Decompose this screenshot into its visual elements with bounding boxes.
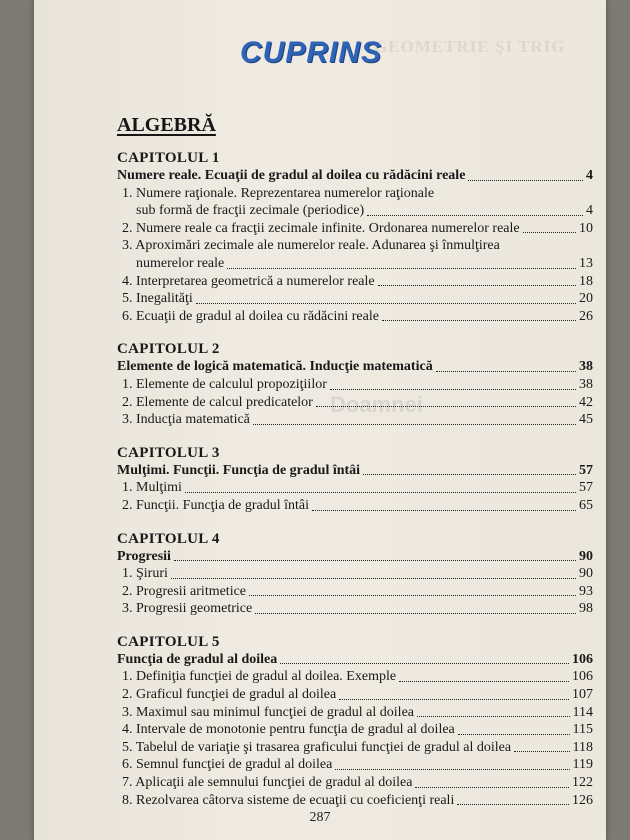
section-title: 2. Funcţii. Funcţia de gradul întâi xyxy=(122,497,310,513)
section-title-line: sub formă de fracţii zecimale (periodice) xyxy=(136,203,365,219)
section-entry[interactable] xyxy=(117,411,593,429)
chapter-title-row[interactable] xyxy=(117,462,593,480)
chapter-title: Funcţia de gradul al doilea xyxy=(117,651,278,667)
section-page: 106 xyxy=(572,669,593,685)
section-page: 126 xyxy=(572,792,593,808)
chapter-block xyxy=(117,150,593,325)
dot-leader xyxy=(468,180,583,181)
section-title-line: 3. Aproximări zecimale ale numerelor reale. Adunarea şi înmulţirea xyxy=(122,238,500,254)
section-title: 1. Elemente de calculul propoziţiilor xyxy=(122,376,327,392)
section-title: 3. Progresii geometrice xyxy=(122,601,253,617)
section-page: 107 xyxy=(572,687,593,703)
section-title: 2. Elemente de calcul predicatelor xyxy=(122,394,313,410)
chapter-label: CAPITOLUL 4 xyxy=(117,530,220,547)
chapter-page: 90 xyxy=(579,548,593,564)
section-title: 1. Şiruri xyxy=(122,566,168,582)
dot-leader xyxy=(280,663,569,664)
chapter-label: CAPITOLUL 5 xyxy=(117,633,220,650)
page-number: 287 xyxy=(309,810,331,825)
section-entry[interactable] xyxy=(117,290,593,308)
section-entry[interactable] xyxy=(117,686,593,704)
chapter-page: 38 xyxy=(579,359,593,375)
section-entry[interactable] xyxy=(117,185,593,220)
section-page: 115 xyxy=(572,722,593,738)
dot-leader xyxy=(335,769,569,770)
dot-leader xyxy=(382,320,576,321)
section-entry[interactable] xyxy=(117,739,593,757)
section-title: 1. Definiţia funcţiei de gradul al doilea. Exemple xyxy=(122,669,397,685)
watermark: Doamnei xyxy=(330,392,423,417)
dot-leader xyxy=(171,578,576,579)
section-entry[interactable] xyxy=(117,394,593,412)
dot-leader xyxy=(330,389,576,390)
section-title: 4. Interpretarea geometrică a numerelor reale xyxy=(122,273,375,289)
chapter-title: Numere reale. Ecuaţii de gradul al doilea cu rădăcini reale xyxy=(117,168,466,183)
section-page: 57 xyxy=(579,480,593,496)
section-entry[interactable] xyxy=(117,756,593,774)
section-page: 118 xyxy=(572,739,593,755)
section-page: 114 xyxy=(572,704,593,720)
section-title-line: numerelor reale xyxy=(136,255,225,271)
dot-leader xyxy=(255,613,576,614)
section-entry[interactable] xyxy=(117,704,593,722)
part-heading: ALGEBRĂ xyxy=(117,114,216,136)
dot-leader xyxy=(316,406,576,407)
section-page: 122 xyxy=(572,775,593,791)
chapter-title-row[interactable] xyxy=(117,651,593,669)
dot-leader xyxy=(174,560,576,561)
section-entry[interactable] xyxy=(117,273,593,291)
section-page: 10 xyxy=(579,220,593,236)
dot-leader xyxy=(367,215,583,216)
section-title: 2. Numere reale ca fracţii zecimale infinite. Ordonarea numerelor reale xyxy=(122,220,520,236)
section-entry[interactable] xyxy=(117,583,593,601)
section-page: 93 xyxy=(579,583,593,599)
dot-leader xyxy=(363,474,576,475)
dot-leader xyxy=(458,734,570,735)
chapter-title-row[interactable] xyxy=(117,358,593,376)
section-page: 119 xyxy=(572,757,593,773)
dot-leader xyxy=(196,303,576,304)
section-title: 8. Rezolvarea câtorva sisteme de ecuaţii cu coeficienţi reali xyxy=(122,792,455,808)
section-page: 13 xyxy=(579,255,593,271)
chapter-title: Elemente de logică matematică. Inducţie matematică xyxy=(117,359,433,375)
chapter-title: Mulţimi. Funcţii. Funcţia de gradul întâi xyxy=(117,462,361,478)
chapter-label: CAPITOLUL 3 xyxy=(117,444,220,461)
section-title: 7. Aplicaţii ale semnului funcţiei de gradul al doilea xyxy=(122,775,413,791)
section-title: 2. Graficul funcţiei de gradul al doilea xyxy=(122,687,337,703)
section-entry[interactable] xyxy=(117,600,593,618)
table-of-contents xyxy=(117,150,593,825)
dot-leader xyxy=(339,699,569,700)
chapter-title: Progresii xyxy=(117,548,171,564)
dot-leader xyxy=(312,510,576,511)
chapter-page: 106 xyxy=(572,651,593,667)
chapter-title-row[interactable] xyxy=(117,167,593,185)
section-entry[interactable] xyxy=(117,220,593,238)
section-entry[interactable] xyxy=(117,668,593,686)
book-page xyxy=(34,0,606,840)
section-title: 1. Mulţimi xyxy=(122,480,182,496)
section-page: 45 xyxy=(579,412,593,428)
section-page: 18 xyxy=(579,273,593,289)
chapter-page: 4 xyxy=(586,168,593,183)
section-page: 38 xyxy=(579,376,593,392)
chapter-block xyxy=(117,341,593,428)
dot-leader xyxy=(253,424,576,425)
section-entry[interactable] xyxy=(117,565,593,583)
dot-leader xyxy=(378,285,576,286)
dot-leader xyxy=(436,371,576,372)
section-page: 26 xyxy=(579,308,593,324)
section-entry[interactable] xyxy=(117,792,593,810)
section-page: 98 xyxy=(579,601,593,617)
dot-leader xyxy=(514,751,569,752)
section-entry[interactable] xyxy=(117,376,593,394)
section-title: 3. Inducţia matematică xyxy=(122,412,250,428)
page-title: CUPRINS xyxy=(240,36,383,69)
ghost-heading: GEOMETRIE ŞI TRIG xyxy=(374,37,566,56)
section-page: 42 xyxy=(579,394,593,410)
section-page: 90 xyxy=(579,566,593,582)
dot-leader xyxy=(249,595,576,596)
dot-leader xyxy=(417,716,570,717)
dot-leader xyxy=(457,804,569,805)
section-entry[interactable] xyxy=(117,308,593,326)
section-entry[interactable] xyxy=(117,774,593,792)
section-page: 20 xyxy=(579,291,593,307)
chapter-block xyxy=(117,531,593,618)
chapter-label: CAPITOLUL 1 xyxy=(117,150,220,166)
section-entry[interactable] xyxy=(117,497,593,515)
section-last-line xyxy=(117,202,593,220)
chapter-title-row[interactable] xyxy=(117,548,593,566)
section-title: 5. Inegalităţi xyxy=(122,291,193,307)
chapter-block xyxy=(117,445,593,515)
dot-leader xyxy=(399,681,569,682)
section-title: 5. Tabelul de variaţie şi trasarea graficului funcţiei de gradul al doilea xyxy=(122,739,512,755)
dot-leader xyxy=(185,492,576,493)
section-entry[interactable] xyxy=(117,237,593,272)
section-page: 65 xyxy=(579,497,593,513)
section-title: 6. Semnul funcţiei de gradul al doilea xyxy=(122,757,333,773)
chapter-page: 57 xyxy=(579,462,593,478)
section-title: 4. Intervale de monotonie pentru funcţia de gradul al doilea xyxy=(122,722,455,738)
section-title: 2. Progresii aritmetice xyxy=(122,583,247,599)
dot-leader xyxy=(415,787,569,788)
chapter-block xyxy=(117,634,593,809)
section-entry[interactable] xyxy=(117,721,593,739)
dot-leader xyxy=(227,268,576,269)
section-title-line: 1. Numere raţionale. Reprezentarea numerelor raţionale xyxy=(122,185,435,201)
section-last-line xyxy=(117,255,593,273)
section-entry[interactable] xyxy=(117,479,593,497)
section-title: 3. Maximul sau minimul funcţiei de gradul al doilea xyxy=(122,704,414,720)
chapter-label: CAPITOLUL 2 xyxy=(117,341,220,358)
section-page: 4 xyxy=(586,203,593,219)
dot-leader xyxy=(523,232,576,233)
section-title: 6. Ecuaţii de gradul al doilea cu rădăcini reale xyxy=(122,308,379,324)
